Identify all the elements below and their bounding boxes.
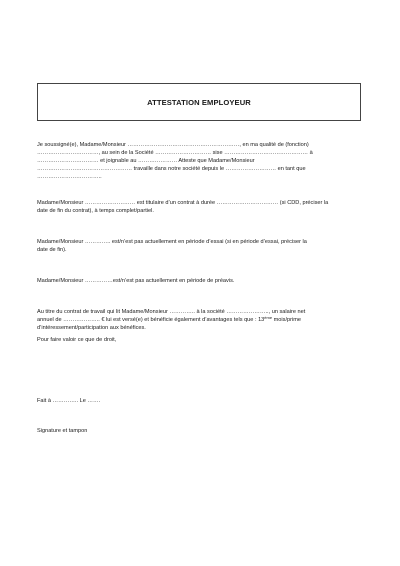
intro-line: …………………………………………… travaille dans notre société depuis le ……………………… en tant que [37,166,306,172]
contract-line: Madame/Monsieur ……………………… est titulaire d’un contrat à durée …………………………… (si CDD, préciser la [37,200,329,206]
intro-line: ……………………………, au sein de la Société ………………………… sise ……………………………………… à [37,150,313,156]
closing-paragraph [37,336,365,344]
signature-place: Fait à ………….. Le ……. [37,398,101,404]
notice-line: Madame/Monsieur ……………est/n’est pas actuellement en période de préavis. [37,278,235,284]
intro-paragraph [37,141,365,181]
intro-line: …………………………… et joignable au ………………… Atteste que Madame/Monsieur [37,158,255,164]
title-box [37,83,361,121]
trial-paragraph [37,238,365,254]
trial-line: date de fin). [37,247,67,253]
salary-text: mois/prime [272,317,301,323]
signature-label-paragraph [37,427,365,435]
salary-paragraph [37,308,365,332]
signature-label: Signature et tampon [37,428,88,434]
intro-line: …………………………….. [37,174,102,180]
salary-text: annuel de ……………….. € lui est versé(e) et bénéficie également d’avantages tels que : 13 [37,317,265,323]
contract-line: date de fin du contrat), à temps complet/partiel. [37,208,154,214]
contract-paragraph [37,199,365,215]
salary-line [37,316,365,324]
closing-text: Pour faire valoir ce que de droit, [37,337,117,343]
signature-place-paragraph [37,397,365,405]
salary-line: d’intéressement/participation aux bénéfices. [37,325,146,331]
salary-line: Au titre du contrat de travail qui lit Madame/Monsieur ………….. à la société ………………….., un salaire net [37,309,306,315]
intro-line: Je soussigné(e), Madame/Monsieur ……………………………………………………, en ma qualité de (fonction) [37,142,309,148]
ordinal-suffix: ème [264,315,273,320]
document-title: ATTESTATION EMPLOYEUR [147,97,251,107]
trial-line: Madame/Monsieur ………….. est/n’est pas actuellement en période d’essai (si en période d’essai, préciser la [37,239,307,245]
notice-paragraph [37,277,365,285]
